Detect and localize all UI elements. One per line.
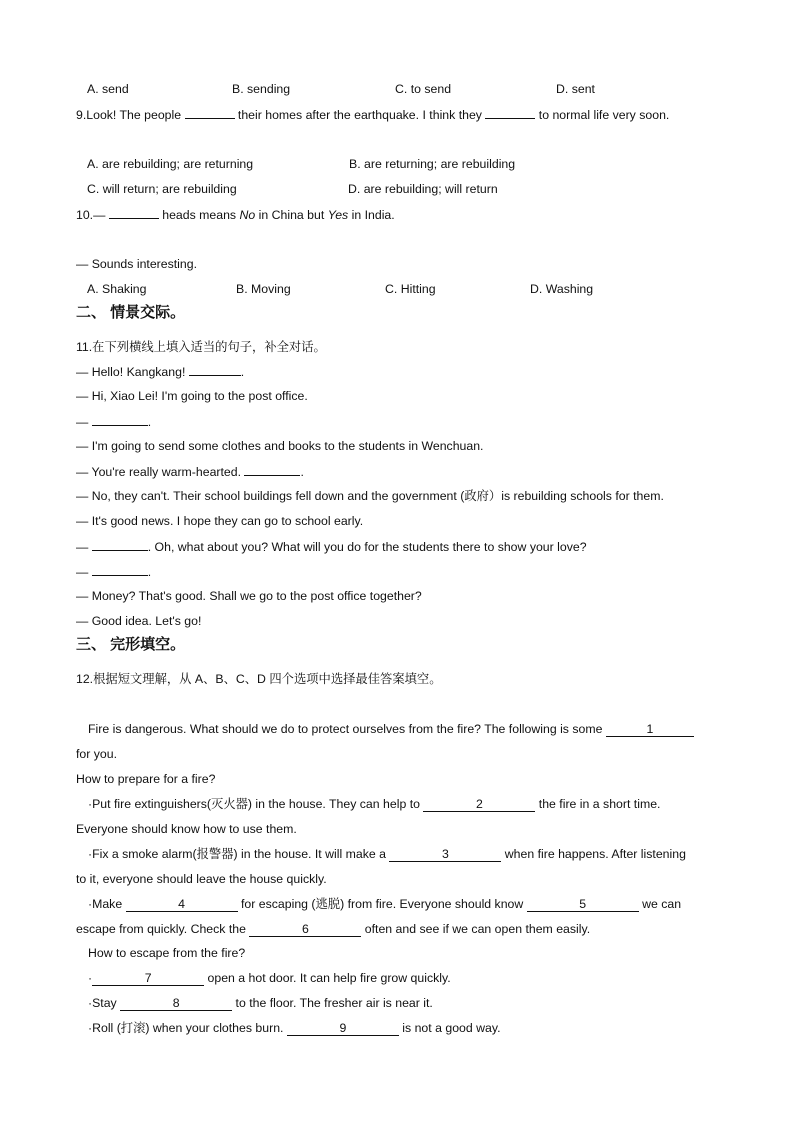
dialogue-text: . <box>300 465 304 479</box>
dialogue-text: . <box>147 565 152 579</box>
q10-text-1: 10.— <box>76 208 109 222</box>
passage-text: is not a good way. <box>398 1021 501 1035</box>
dialogue-line-1 <box>76 363 244 380</box>
dialogue-line-5 <box>76 463 304 480</box>
answer-blank <box>185 106 235 119</box>
cloze-blank-1: 1 <box>606 722 694 737</box>
q10-option-d: D. Washing <box>530 282 594 296</box>
answer-blank <box>189 363 241 376</box>
q11-instruction: 11.在下列横线上填入适当的句子，补全对话。 <box>76 340 326 354</box>
q9-option-b: B. are returning; are rebuilding <box>349 157 516 171</box>
passage-line: for you. <box>76 747 118 761</box>
passage-line <box>88 995 433 1011</box>
dialogue-line-4: — I'm going to send some clothes and books to the students in Wenchuan. <box>76 439 484 453</box>
passage-text: for escaping (逃脱) from fire. Everyone should know <box>237 897 527 911</box>
dialogue-text: — <box>76 540 92 554</box>
dialogue-text: — You're really warm-hearted. <box>76 465 245 479</box>
cloze-blank-2: 2 <box>423 797 535 812</box>
q8-option-b: B. sending <box>232 82 291 96</box>
cloze-blank-9: 9 <box>287 1021 399 1036</box>
q10-text-2: heads means <box>158 208 240 222</box>
passage-text: when fire happens. After listening <box>501 847 686 861</box>
passage-text: the fire in a short time. <box>535 797 661 811</box>
dialogue-text: . Oh, what about you? What will you do for the students there to show your love? <box>147 540 587 554</box>
answer-blank <box>109 206 159 219</box>
dialogue-text: — <box>76 415 92 429</box>
passage-line <box>88 970 451 986</box>
passage-text: ·Fix a smoke alarm(报警器) in the house. It will make a <box>88 847 390 861</box>
dialogue-text: — <box>76 565 92 579</box>
passage-subheading: How to prepare for a fire? <box>76 772 216 786</box>
section-3-heading: 三、 完形填空。 <box>76 636 186 653</box>
passage-subheading: How to escape from the fire? <box>88 946 246 960</box>
cloze-blank-8: 8 <box>120 996 232 1011</box>
q12-instruction: 12.根据短文理解，从 A、B、C、D 四个选项中选择最佳答案填空。 <box>76 672 442 686</box>
dialogue-line-7: — It's good news. I hope they can go to school early. <box>76 514 364 528</box>
passage-text: ·Stay <box>88 996 121 1010</box>
dialogue-text: . <box>147 415 152 429</box>
passage-text: open a hot door. It can help fire grow quickly. <box>204 971 451 985</box>
q8-option-d: D. sent <box>556 82 595 96</box>
dialogue-line-2: — Hi, Xiao Lei! I'm going to the post office. <box>76 389 308 403</box>
cloze-blank-4: 4 <box>126 897 238 912</box>
answer-blank <box>92 538 148 551</box>
q9-stem <box>76 106 669 123</box>
passage-text: ·Roll (打滚) when your clothes burn. <box>88 1021 287 1035</box>
cloze-blank-5: 5 <box>527 897 639 912</box>
q8-option-a: A. send <box>87 82 129 96</box>
dialogue-line-11: — Good idea. Let's go! <box>76 614 202 628</box>
dialogue-line-10: — Money? That's good. Shall we go to the post office together? <box>76 589 422 603</box>
answer-blank <box>92 413 148 426</box>
q10-yes: Yes <box>327 208 349 222</box>
passage-line: Everyone should know how to use them. <box>76 822 297 836</box>
dialogue-line-6: — No, they can't. Their school buildings fell down and the government (政府）is rebuilding schools for them. <box>76 489 664 503</box>
q10-option-b: B. Moving <box>236 282 291 296</box>
passage-text: ·Put fire extinguishers(灭火器) in the house. They can help to <box>88 797 424 811</box>
passage-line <box>88 721 694 737</box>
q10-stem <box>76 206 395 223</box>
q9-option-d: D. are rebuilding; will return <box>348 182 498 196</box>
q10-text-4: in India. <box>348 208 395 222</box>
passage-text: to the floor. The fresher air is near it. <box>232 996 433 1010</box>
answer-blank <box>485 106 535 119</box>
passage-text: Fire is dangerous. What should we do to protect ourselves from the fire? The following is some <box>88 722 606 736</box>
passage-text: · <box>88 971 93 985</box>
cloze-blank-3: 3 <box>389 847 501 862</box>
q10-text-3: in China but <box>255 208 328 222</box>
passage-line <box>88 796 660 812</box>
q9-number: 9. <box>76 108 87 122</box>
q10-option-c: C. Hitting <box>385 282 436 296</box>
q9-option-a: A. are rebuilding; are returning <box>87 157 254 171</box>
q8-option-c: C. to send <box>395 82 452 96</box>
passage-text: escape from quickly. Check the <box>76 922 250 936</box>
dialogue-line-3 <box>76 413 151 430</box>
passage-text: ·Make <box>88 897 126 911</box>
section-2-heading: 二、 情景交际。 <box>76 304 186 321</box>
q10-reply: — Sounds interesting. <box>76 257 197 271</box>
passage-text: we can <box>638 897 682 911</box>
q9-text-3: to normal life very soon. <box>535 108 670 122</box>
answer-blank <box>244 463 300 476</box>
q9-option-c: C. will return; are rebuilding <box>87 182 237 196</box>
q10-no: No <box>239 208 256 222</box>
q10-option-a: A. Shaking <box>87 282 147 296</box>
passage-text: often and see if we can open them easily. <box>361 922 591 936</box>
dialogue-text: — Hello! Kangkang! <box>76 365 189 379</box>
cloze-blank-6: 6 <box>249 922 361 937</box>
dialogue-line-9 <box>76 563 151 580</box>
dialogue-line-8 <box>76 538 587 555</box>
answer-blank <box>92 563 148 576</box>
passage-line <box>88 896 681 912</box>
dialogue-text: . <box>240 365 245 379</box>
q9-text-1: Look! The people <box>86 108 185 122</box>
passage-line <box>76 921 590 937</box>
passage-line: to it, everyone should leave the house quickly. <box>76 872 327 886</box>
q9-text-2: their homes after the earthquake. I think they <box>234 108 486 122</box>
passage-line <box>88 846 686 862</box>
cloze-blank-7: 7 <box>92 971 204 986</box>
passage-line <box>88 1020 501 1036</box>
